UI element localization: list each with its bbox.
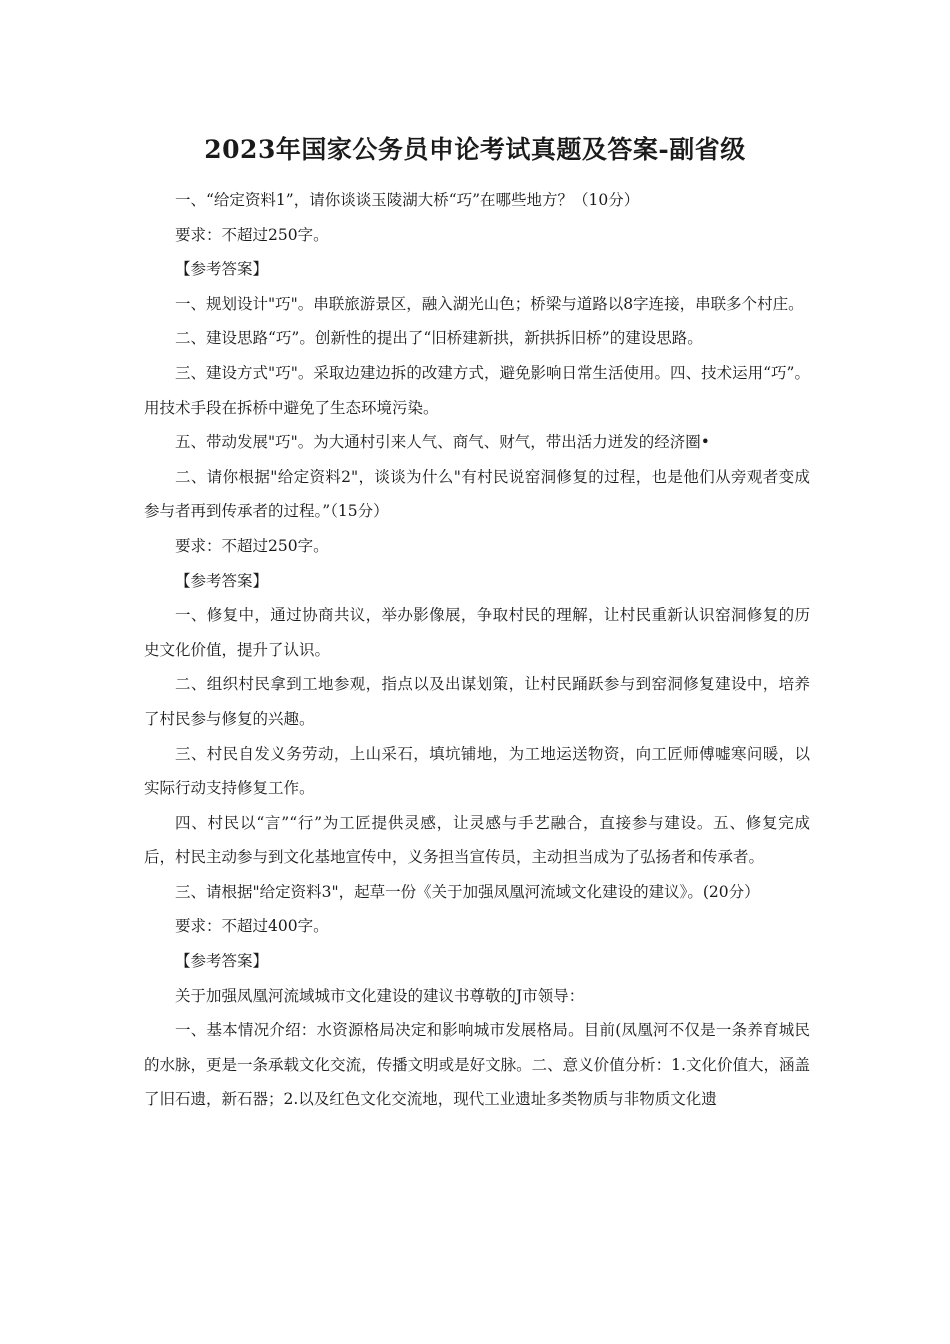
paragraph: 【参考答案】 [175,952,269,971]
paragraph: 一、“给定资料1”，请你谈谈玉陵湖大桥“巧”在哪些地方？（10分） [175,191,640,209]
paragraph: 二、请你根据"给定资料2"，谈谈为什么"有村民说窑洞修复的过程，也是他们从旁观者变成参与者再到传承者的过程。”（15分） [144,467,810,521]
paragraph: 一、修复中，通过协商共议，举办影像展，争取村民的理解，让村民重新认识窑洞修复的历史文化价值，提升了认识。 [144,606,810,659]
document-body [144,183,810,1117]
paragraph: 【参考答案】 [175,260,269,279]
paragraph: 要求：不超过400字。 [175,917,329,936]
paragraph: 【参考答案】 [175,571,269,590]
paragraph: 要求：不超过250字。 [175,536,329,555]
paragraph: 四、村民以“言”“行”为工匠提供灵感，让灵感与手艺融合，直接参与建设。五、修复完成后，村民主动参与到文化基地宣传中，义务担当宣传员，主动担当成为了弘扬者和传承者。 [144,813,810,867]
paragraph: 一、规划设计"巧"。串联旅游景区，融入湖光山色；桥梁与道路以8字连接，串联多个村庄。 [175,294,804,313]
paragraph: 二、组织村民拿到工地参观，指点以及出谋划策，让村民踊跃参与到窑洞修复建设中，培养了村民参与修复的兴趣。 [144,675,810,728]
document-title: 2023年国家公务员申论考试真题及答案-副省级 [204,135,746,164]
paragraph: 要求：不超过250字。 [175,225,329,244]
paragraph: 二、建设思路“巧”。创新性的提出了“旧桥建新拱，新拱拆旧桥”的建设思路。 [175,329,703,348]
paragraph: 三、建设方式"巧"。采取边建边拆的改建方式，避免影响日常生活使用。四、技术运用“巧”。用技术手段在拆桥中避免了生态环境污染。 [144,363,810,417]
paragraph: 一、基本情况介绍：水资源格局决定和影响城市发展格局。目前(凤凰河不仅是一条养育城民的水脉，更是一条承载文化交流，传播文明或是好文脉。二、意义价值分析：1.文化价值大，涵盖了旧石遗，新石器；2.以及红色文化交流地，现代工业遗址多类物质与非物质文化遗 [144,1021,810,1109]
paragraph: 关于加强凤凰河流域城市文化建设的建议书尊敬的J市领导： [175,986,585,1005]
paragraph: 三、请根据"给定资料3"，起草一份《关于加强凤凰河流域文化建设的建议》。(20分） [175,882,760,901]
paragraph: 三、村民自发义务劳动，上山采石，填坑铺地，为工地运送物资，向工匠师傅嘘寒问暖，以实际行动支持修复工作。 [144,744,810,798]
paragraph: 五、带动发展"巧"。为大通村引来人气、商气、财气，带出活力迸发的经济圈• [175,433,710,452]
